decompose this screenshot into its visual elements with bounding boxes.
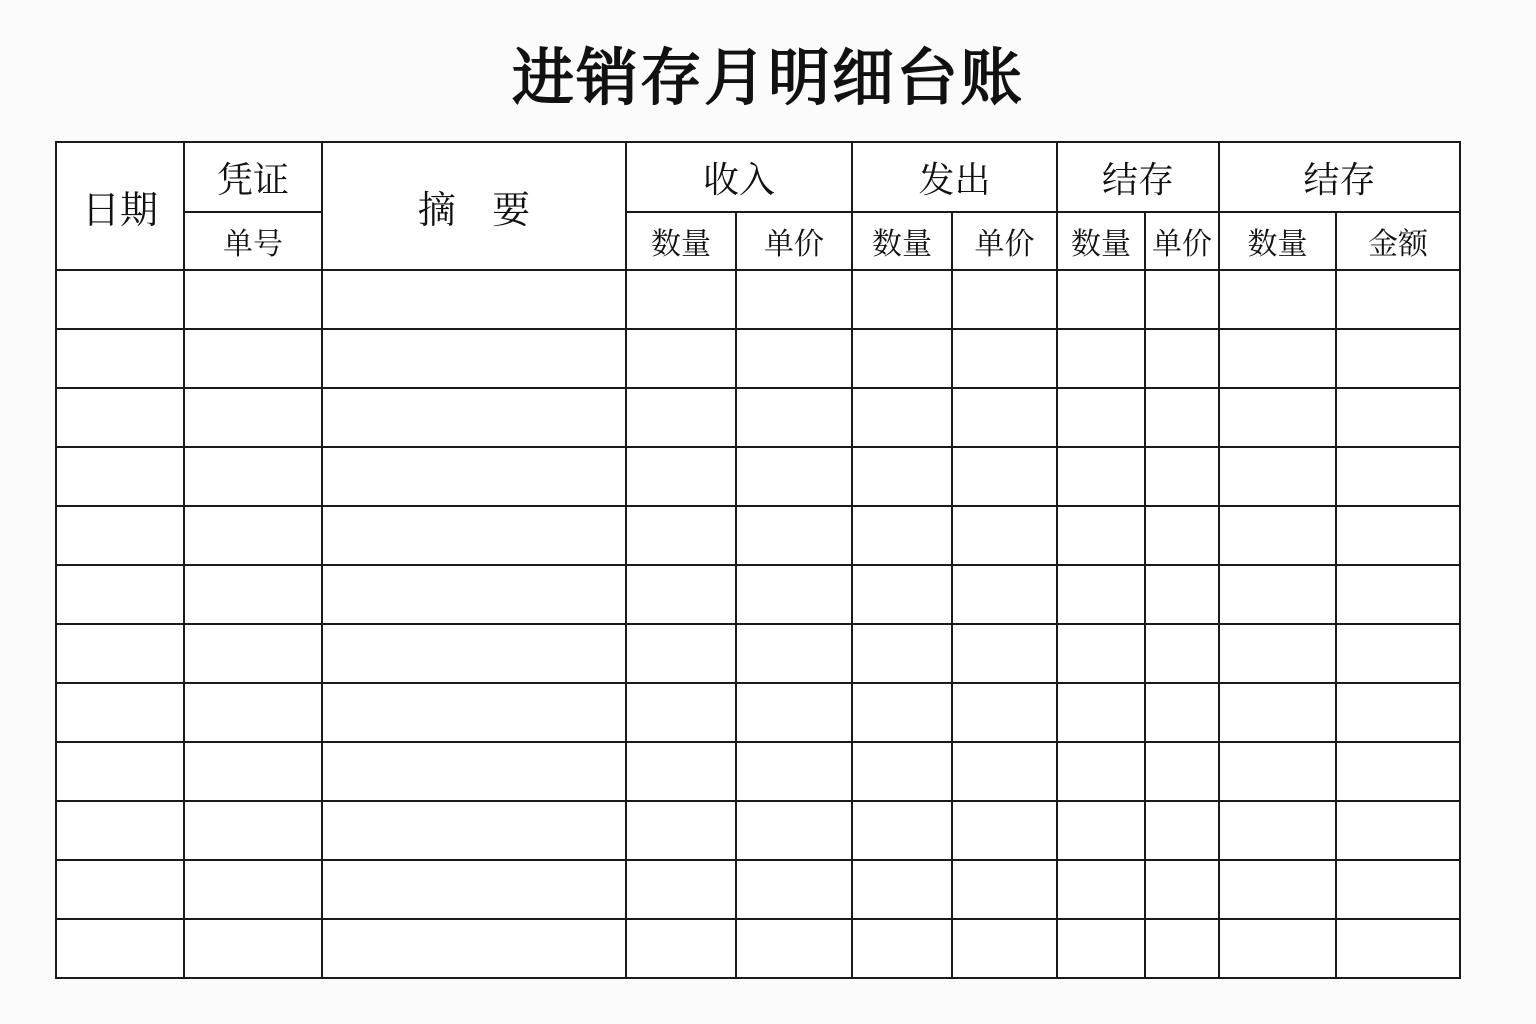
cell-voucher-number[interactable]	[184, 447, 322, 506]
cell-balance1-unit-price[interactable]	[1145, 506, 1219, 565]
cell-summary[interactable]	[322, 447, 626, 506]
cell-income-unit-price[interactable]	[736, 801, 852, 860]
cell-issue-quantity[interactable]	[852, 388, 952, 447]
cell-income-quantity[interactable]	[626, 388, 736, 447]
table-row	[56, 860, 1460, 919]
cell-balance1-unit-price[interactable]	[1145, 801, 1219, 860]
cell-income-quantity[interactable]	[626, 270, 736, 329]
cell-summary[interactable]	[322, 388, 626, 447]
cell-income-unit-price[interactable]	[736, 270, 852, 329]
cell-date[interactable]	[56, 506, 184, 565]
cell-balance1-unit-price[interactable]	[1145, 447, 1219, 506]
cell-income-quantity[interactable]	[626, 506, 736, 565]
cell-income-unit-price[interactable]	[736, 506, 852, 565]
cell-summary[interactable]	[322, 860, 626, 919]
cell-balance2-amount[interactable]	[1336, 801, 1460, 860]
cell-issue-quantity[interactable]	[852, 801, 952, 860]
cell-voucher-number[interactable]	[184, 919, 322, 978]
cell-summary[interactable]	[322, 506, 626, 565]
table-row	[56, 447, 1460, 506]
cell-date[interactable]	[56, 919, 184, 978]
cell-voucher-number[interactable]	[184, 801, 322, 860]
cell-summary[interactable]	[322, 270, 626, 329]
cell-balance1-unit-price[interactable]	[1145, 742, 1219, 801]
page-title: 进销存月明细台账	[511, 41, 1024, 114]
table-row	[56, 624, 1460, 683]
cell-voucher-number[interactable]	[184, 506, 322, 565]
cell-income-quantity[interactable]	[626, 683, 736, 742]
cell-issue-quantity[interactable]	[852, 919, 952, 978]
cell-balance1-quantity[interactable]	[1057, 270, 1145, 329]
cell-summary[interactable]	[322, 683, 626, 742]
cell-balance1-unit-price[interactable]	[1145, 388, 1219, 447]
cell-issue-quantity[interactable]	[852, 742, 952, 801]
header-summary: 摘 要	[322, 142, 626, 270]
cell-balance2-quantity[interactable]	[1219, 801, 1336, 860]
cell-date[interactable]	[56, 270, 184, 329]
cell-summary[interactable]	[322, 801, 626, 860]
cell-income-unit-price[interactable]	[736, 860, 852, 919]
header-income: 收入	[626, 142, 852, 212]
cell-balance1-quantity[interactable]	[1057, 919, 1145, 978]
cell-balance1-unit-price[interactable]	[1145, 683, 1219, 742]
cell-balance2-quantity[interactable]	[1219, 919, 1336, 978]
cell-balance2-quantity[interactable]	[1219, 388, 1336, 447]
cell-balance2-quantity[interactable]	[1219, 860, 1336, 919]
cell-income-quantity[interactable]	[626, 801, 736, 860]
cell-issue-unit-price[interactable]	[952, 447, 1057, 506]
cell-issue-quantity[interactable]	[852, 683, 952, 742]
cell-issue-unit-price[interactable]	[952, 742, 1057, 801]
cell-balance2-quantity[interactable]	[1219, 447, 1336, 506]
cell-date[interactable]	[56, 565, 184, 624]
cell-income-quantity[interactable]	[626, 860, 736, 919]
cell-issue-quantity[interactable]	[852, 447, 952, 506]
cell-income-quantity[interactable]	[626, 565, 736, 624]
table-row	[56, 919, 1460, 978]
cell-balance2-amount[interactable]	[1336, 919, 1460, 978]
cell-voucher-number[interactable]	[184, 860, 322, 919]
table-row	[56, 683, 1460, 742]
header-row-top	[56, 142, 1460, 212]
header-balance-1: 结存	[1057, 142, 1219, 212]
cell-income-quantity[interactable]	[626, 329, 736, 388]
ledger-table	[55, 141, 1461, 979]
ledger-body	[56, 270, 1460, 978]
cell-date[interactable]	[56, 388, 184, 447]
cell-issue-unit-price[interactable]	[952, 801, 1057, 860]
header-date: 日期	[56, 142, 184, 270]
cell-issue-unit-price[interactable]	[952, 683, 1057, 742]
cell-income-quantity[interactable]	[626, 624, 736, 683]
header-issue-unit-price: 单价	[952, 212, 1057, 270]
cell-balance2-amount[interactable]	[1336, 742, 1460, 801]
cell-balance2-amount[interactable]	[1336, 624, 1460, 683]
header-income-quantity: 数量	[626, 212, 736, 270]
cell-issue-unit-price[interactable]	[952, 388, 1057, 447]
cell-balance1-quantity[interactable]	[1057, 329, 1145, 388]
header-balance2-amount: 金额	[1336, 212, 1460, 270]
cell-balance2-quantity[interactable]	[1219, 683, 1336, 742]
cell-balance2-quantity[interactable]	[1219, 565, 1336, 624]
cell-date[interactable]	[56, 860, 184, 919]
cell-income-unit-price[interactable]	[736, 919, 852, 978]
cell-date[interactable]	[56, 801, 184, 860]
cell-balance2-quantity[interactable]	[1219, 506, 1336, 565]
cell-summary[interactable]	[322, 329, 626, 388]
cell-balance2-amount[interactable]	[1336, 388, 1460, 447]
cell-balance1-quantity[interactable]	[1057, 624, 1145, 683]
cell-balance2-amount[interactable]	[1336, 565, 1460, 624]
cell-issue-quantity[interactable]	[852, 506, 952, 565]
cell-balance1-unit-price[interactable]	[1145, 860, 1219, 919]
cell-income-unit-price[interactable]	[736, 683, 852, 742]
header-voucher: 凭证	[184, 142, 322, 212]
cell-balance2-quantity[interactable]	[1219, 329, 1336, 388]
cell-summary[interactable]	[322, 624, 626, 683]
header-balance-2: 结存	[1219, 142, 1460, 212]
cell-balance1-quantity[interactable]	[1057, 388, 1145, 447]
cell-balance2-amount[interactable]	[1336, 683, 1460, 742]
cell-balance2-quantity[interactable]	[1219, 270, 1336, 329]
header-balance1-quantity: 数量	[1057, 212, 1145, 270]
header-balance2-quantity: 数量	[1219, 212, 1336, 270]
cell-balance1-unit-price[interactable]	[1145, 270, 1219, 329]
cell-income-quantity[interactable]	[626, 742, 736, 801]
cell-issue-unit-price[interactable]	[952, 919, 1057, 978]
cell-issue-unit-price[interactable]	[952, 565, 1057, 624]
header-issue-quantity: 数量	[852, 212, 952, 270]
cell-balance2-quantity[interactable]	[1219, 624, 1336, 683]
cell-balance1-unit-price[interactable]	[1145, 565, 1219, 624]
cell-income-unit-price[interactable]	[736, 329, 852, 388]
cell-voucher-number[interactable]	[184, 388, 322, 447]
cell-balance1-unit-price[interactable]	[1145, 919, 1219, 978]
cell-issue-unit-price[interactable]	[952, 506, 1057, 565]
cell-issue-unit-price[interactable]	[952, 329, 1057, 388]
header-row-sub	[56, 212, 1460, 270]
table-row	[56, 565, 1460, 624]
cell-balance1-quantity[interactable]	[1057, 742, 1145, 801]
cell-balance1-quantity[interactable]	[1057, 506, 1145, 565]
cell-summary[interactable]	[322, 742, 626, 801]
cell-balance1-unit-price[interactable]	[1145, 624, 1219, 683]
cell-issue-quantity[interactable]	[852, 270, 952, 329]
header-voucher-number: 单号	[184, 212, 322, 270]
table-row	[56, 742, 1460, 801]
cell-issue-quantity[interactable]	[852, 565, 952, 624]
table-row	[56, 506, 1460, 565]
cell-balance1-quantity[interactable]	[1057, 683, 1145, 742]
header-balance1-unit-price: 单价	[1145, 212, 1219, 270]
cell-income-unit-price[interactable]	[736, 565, 852, 624]
cell-balance1-quantity[interactable]	[1057, 860, 1145, 919]
cell-date[interactable]	[56, 624, 184, 683]
header-income-unit-price: 单价	[736, 212, 852, 270]
cell-voucher-number[interactable]	[184, 329, 322, 388]
cell-balance2-quantity[interactable]	[1219, 742, 1336, 801]
cell-voucher-number[interactable]	[184, 565, 322, 624]
table-row	[56, 270, 1460, 329]
cell-balance2-amount[interactable]	[1336, 270, 1460, 329]
cell-balance1-unit-price[interactable]	[1145, 329, 1219, 388]
cell-income-quantity[interactable]	[626, 447, 736, 506]
cell-income-quantity[interactable]	[626, 919, 736, 978]
cell-voucher-number[interactable]	[184, 742, 322, 801]
cell-summary[interactable]	[322, 919, 626, 978]
cell-issue-quantity[interactable]	[852, 329, 952, 388]
cell-balance2-amount[interactable]	[1336, 860, 1460, 919]
cell-balance1-quantity[interactable]	[1057, 801, 1145, 860]
cell-summary[interactable]	[322, 565, 626, 624]
cell-voucher-number[interactable]	[184, 624, 322, 683]
cell-income-unit-price[interactable]	[736, 447, 852, 506]
table-row	[56, 388, 1460, 447]
cell-issue-unit-price[interactable]	[952, 624, 1057, 683]
cell-balance2-amount[interactable]	[1336, 506, 1460, 565]
cell-voucher-number[interactable]	[184, 270, 322, 329]
cell-date[interactable]	[56, 329, 184, 388]
cell-issue-unit-price[interactable]	[952, 270, 1057, 329]
cell-income-unit-price[interactable]	[736, 624, 852, 683]
cell-balance1-quantity[interactable]	[1057, 447, 1145, 506]
table-row	[56, 801, 1460, 860]
cell-income-unit-price[interactable]	[736, 388, 852, 447]
cell-issue-quantity[interactable]	[852, 624, 952, 683]
cell-income-unit-price[interactable]	[736, 742, 852, 801]
cell-balance2-amount[interactable]	[1336, 447, 1460, 506]
cell-date[interactable]	[56, 742, 184, 801]
cell-issue-quantity[interactable]	[852, 860, 952, 919]
cell-balance1-quantity[interactable]	[1057, 565, 1145, 624]
cell-balance2-amount[interactable]	[1336, 329, 1460, 388]
cell-date[interactable]	[56, 447, 184, 506]
table-row	[56, 329, 1460, 388]
header-issue: 发出	[852, 142, 1057, 212]
cell-voucher-number[interactable]	[184, 683, 322, 742]
cell-date[interactable]	[56, 683, 184, 742]
cell-issue-unit-price[interactable]	[952, 860, 1057, 919]
